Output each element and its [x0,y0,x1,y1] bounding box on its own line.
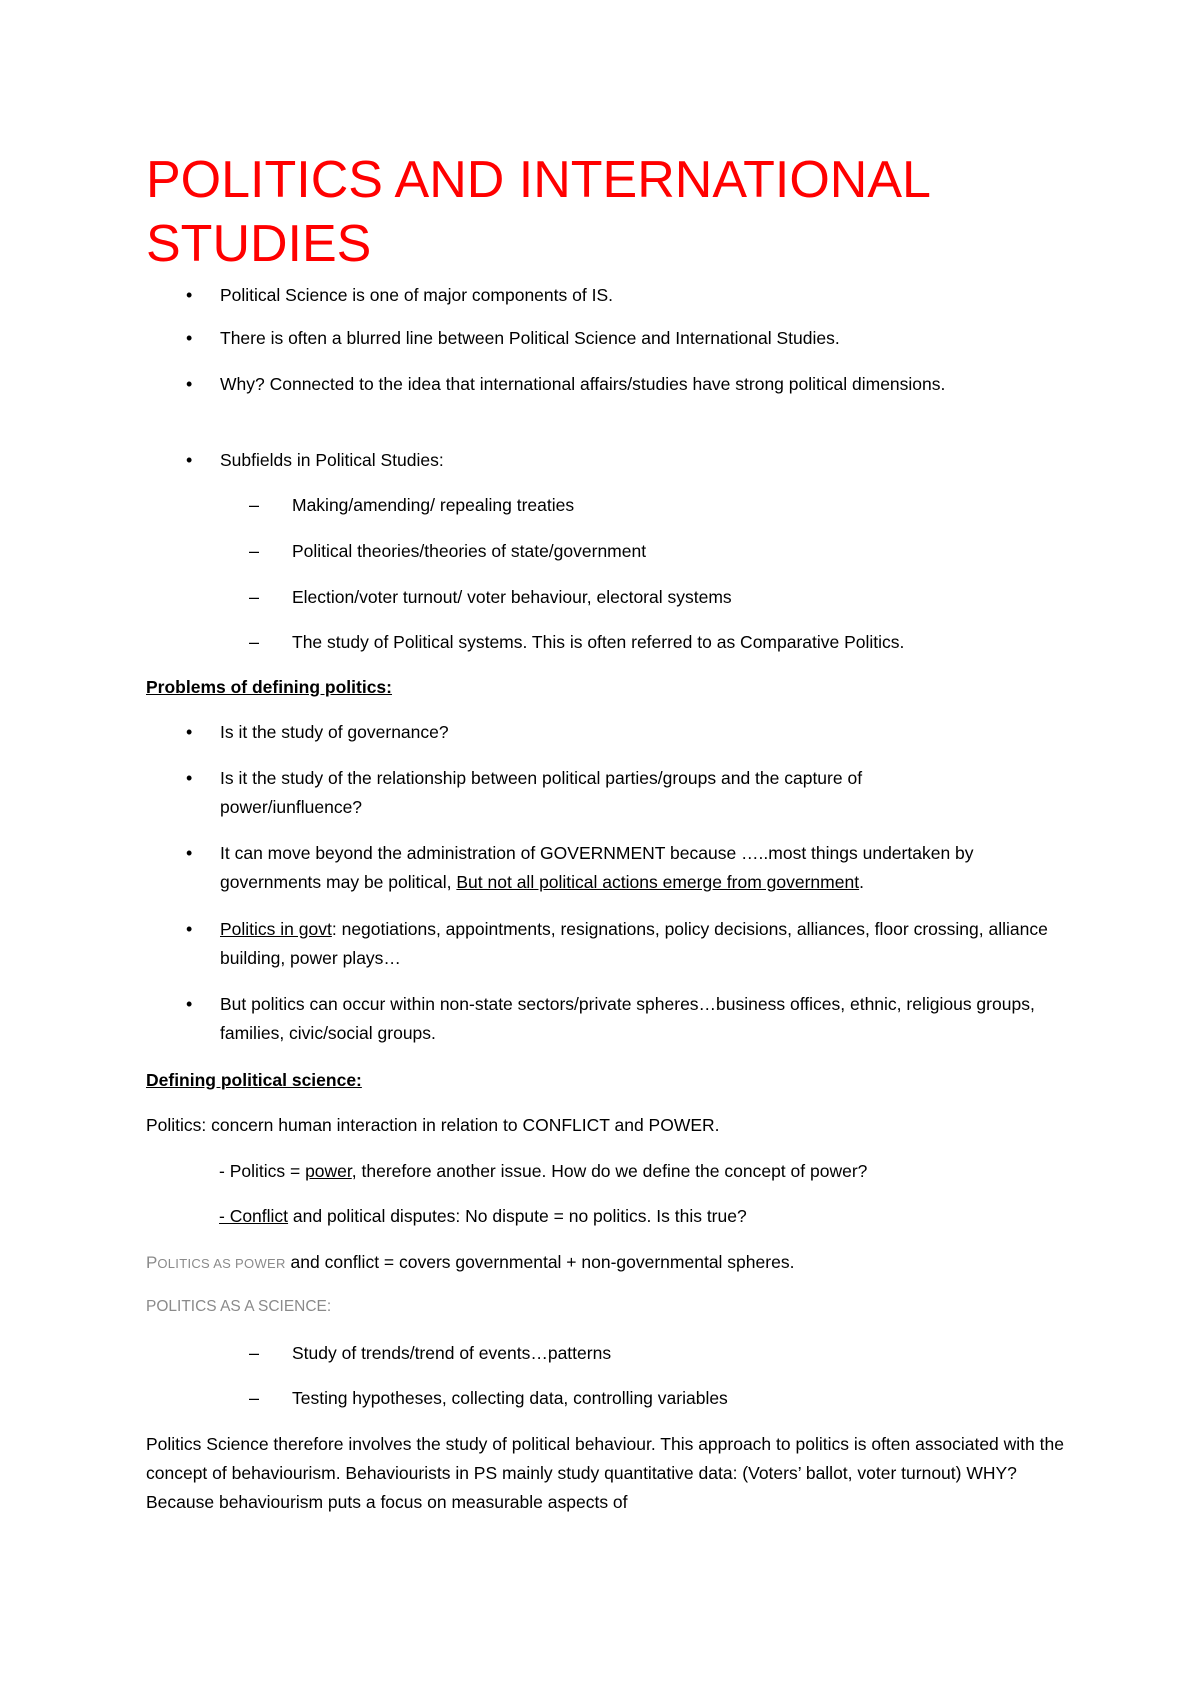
power-line-text: , therefore another issue. How do we define the concept of power? [351,1161,868,1181]
defining-line: Politics: concern human interaction in relation to CONFLICT and POWER. [146,1115,720,1135]
problem-bullet-2: Is it the study of the relationship between political parties/groups and the capture of power/iunfluence? [220,768,863,817]
politics-as-power-line [146,1248,794,1278]
dash-icon: – [249,495,260,515]
problem-bullet-4 [220,915,1050,973]
problem-bullet-3-end: . [859,872,864,892]
politics-as-power-text: and conflict = covers governmental + non-governmental spheres. [285,1252,795,1272]
bullet-icon: • [186,328,193,348]
conflict-term: - Conflict [219,1206,289,1226]
closing-paragraph: Politics Science therefore involves the study of political behaviour. This approach to politics is often associated with the concept of behaviourism. Behaviourists in PS mainly study quantitative data: (Voters’ ballot, voter turnout) WHY? Because behaviourism puts a focus on measurable aspects of [146,1434,1064,1512]
problem-bullet-3 [220,839,1070,897]
bullet-icon: • [186,450,193,470]
subfield-item-1: Making/amending/ repealing treaties [292,495,575,515]
bullet-icon: • [186,994,193,1014]
defining-heading: Defining political science: [146,1070,362,1090]
dash-icon: – [249,541,260,561]
problem-bullet-3-text: It can move beyond the administration of GOVERNMENT because …..most things undertaken by governments may be political, [220,843,974,892]
bullet-icon: • [186,285,193,305]
bullet-icon: • [186,374,193,394]
science-item-2: Testing hypotheses, collecting data, controlling variables [292,1388,728,1408]
politics-as-power-label: OLITICS AS POWER [157,1256,286,1271]
intro-bullet-3: Why? Connected to the idea that international affairs/studies have strong political dimensions. [220,374,946,394]
problem-bullet-3-underlined: But not all political actions emerge from government [456,872,860,892]
power-line [219,1157,867,1185]
politics-in-govt-term: Politics in govt [220,919,332,939]
power-term: power [305,1161,352,1181]
dash-icon: – [249,587,260,607]
subfield-item-4: The study of Political systems. This is often referred to as Comparative Politics. [292,632,905,652]
intro-bullet-2: There is often a blurred line between Political Science and International Studies. [220,328,840,348]
bullet-icon: • [186,919,193,939]
problem-bullet-5: But politics can occur within non-state sectors/private spheres…business offices, ethnic, religious groups, families, civic/social groups. [220,994,1035,1043]
power-line-prefix: - Politics = [219,1161,306,1181]
intro-bullet-4: Subfields in Political Studies: [220,450,444,470]
dash-icon: – [249,632,260,652]
problems-heading: Problems of defining politics: [146,677,392,697]
dash-icon: – [249,1388,260,1408]
problem-bullet-4-text: : negotiations, appointments, resignations, policy decisions, alliances, floor crossing, alliance building, power plays… [220,919,1048,968]
problem-bullet-1: Is it the study of governance? [220,722,449,742]
subfield-item-3: Election/voter turnout/ voter behaviour, electoral systems [292,587,732,607]
dash-icon: – [249,1343,260,1363]
intro-bullet-1: Political Science is one of major components of IS. [220,285,613,305]
bullet-icon: • [186,843,193,863]
subfield-item-2: Political theories/theories of state/government [292,541,647,561]
politics-as-science-label: POLITICS AS A SCIENCE: [146,1298,332,1315]
conflict-line-text: and political disputes: No dispute = no politics. Is this true? [288,1206,747,1226]
document-title: POLITICS AND INTERNATIONAL STUDIES [146,151,930,273]
bullet-icon: • [186,768,193,788]
politics-as-power-label-initial: P [146,1253,158,1272]
science-item-1: Study of trends/trend of events…patterns [292,1343,612,1363]
conflict-line [219,1202,747,1230]
bullet-icon: • [186,722,193,742]
